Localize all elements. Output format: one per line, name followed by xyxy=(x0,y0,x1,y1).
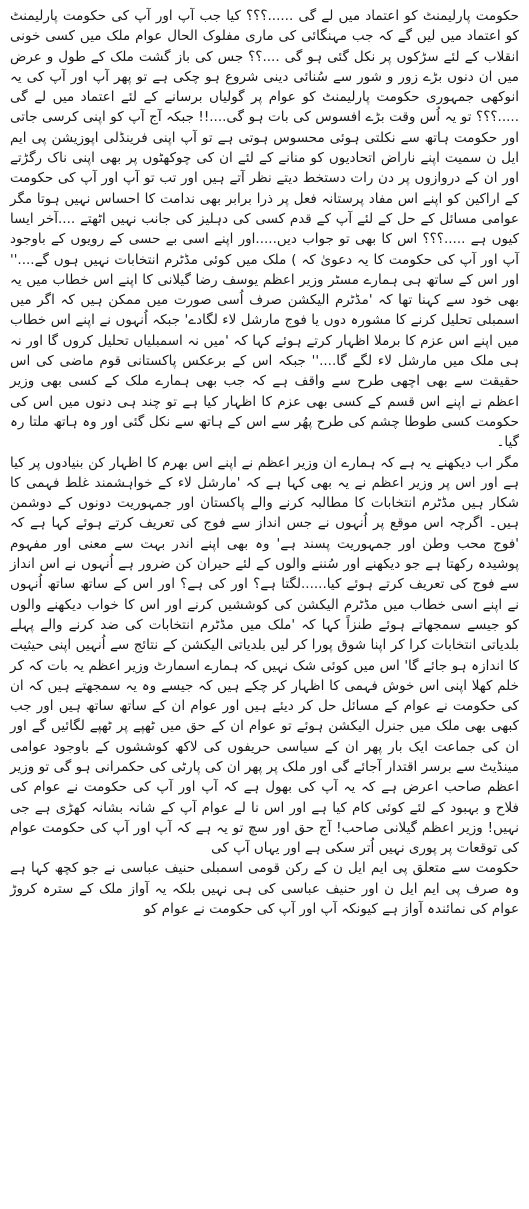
article-paragraph-2: مگر اب دیکھنے یہ ہے کہ ہمارے ان وزیر اعظم نے اپنے اس بھرم کا اظہار کن بنیادوں پر کیا ہے اور اس پر وزیر اعظم نے یہ بھی کہا ہے کہ 'مارشل لاء کے خواہشمند غلط فہمی کا شکار ہیں مڈٹرم انتخابات کا مطالبہ کرنے والے پاکستان اور جمہوریت دونوں کے دوشمن ہیں۔ اگرچہ اس موقع پر اُنہوں نے جس انداز سے فوج کی تعریف کرتے ہوئے کہا ہے کہ 'فوج محب وطن اور جمہوریت پسند ہے' وہ بھی اپنے اندر بہت سے معنی اور مفہوم پوشیدہ رکھتا ہے جو دیکھنے اور سُننے والوں کے لئے حیران کن ضرور ہے اُنہوں نے اس انداز سے فوج کی تعریف کرتے ہوئے کیا......لگتا ہے؟ اور کی ہے؟ اور اس کے ساتھ ساتھ اُنہوں نے اپنے اسی خطاب میں مڈٹرم الیکشن کی کوششیں کرنے اور اس کا خواب دیکھنے والوں کو جیسے سمجھاتے ہوئے طنزاً کہا کہ 'ملک میں مڈٹرم انتخابات کی ضد کرنے والے پہلے بلدیاتی انتخابات کرا کر اپنا شوق پورا کر لیں بلدیاتی الیکشن کے نتائج سے اُنہیں اپنی حیثیت کا اندازہ ہو جائے گا' اس میں کوئی شک نہیں کہ ہمارے اسمارٹ وزیر اعظم یہ بات کہ کر خلم کھلا اپنی اس خوش فہمی کا اظہار کر چکے ہیں کہ جیسے وہ یہ سمجھتے ہیں کہ ان کی حکومت نے عوام کے مسائل حل کر دیئے ہیں اور عوام ان کے ساتھ ساتھ ہیں اور جب کبھی بھی ملک میں جنرل الیکشن ہوئے تو عوام ان کے حق میں ٹھپے پر ٹھپے لگائیں گے اور ان کی جماعت ایک بار پھر ان کے سیاسی حریفوں کی لاکھ کوششوں کے باوجود عوامی مینڈیٹ سے برسر اقتدار آجائے گی اور ملک پر پھر ان کی پارٹی کی حکمرانی ہو گی تو وزیر اعظم صاحب اعرض ہے کہ یہ آپ کی بھول ہے کہ آپ اور آپ کی حکومت نے عوام کی فلاح و بہبود کے لئے کوئی کام کیا ہے اور اس نا لے عوام آپ کے شانہ بشانہ کھڑی ہے جی نہیں! وزیر اعظم گیلانی صاحب! آج حق اور سچ تو یہ ہے کہ آپ اور آپ کی حکومت عوام کی توقعات پر پوری نہیں اُتر سکی ہے اور یہاں آپ کی xyxy=(10,454,519,857)
article-paragraph-1: حکومت پارلیمنٹ کو اعتماد میں لے گی ......؟؟؟ کیا جب آپ اور آپ کی حکومت پارلیمنٹ کو اعتماد میں لیں گے کہ جب مہنگائی کی ماری مفلوک الحال عوام ملک میں کسی خونی انقلاب کے لئے سڑکوں پر نکل گئی ہو گی ....؟؟ جس کی باز گشت ملک کے طول و عرض میں ان دنوں بڑے زور و شور سے سُنائی دینی شروع ہو چکی ہے تو پھر آپ اور آپ کی یہ انوکھی جمہوری حکومت پارلیمنٹ کو عوام پر گولیاں برسانے کے لئے اعتماد میں لے گی .....؟؟؟ تو یہ اُس وقت بڑے افسوس کی بات ہو گی....!! جبکہ آج آپ کو اپنی کرسی جاتی اور حکومت ہاتھ سے نکلتی ہوئی محسوس ہوتی ہے تو آپ اپنی فرینڈلی اپوزیشن پی ایم ایل ن سمیت اپنے ناراض اتحادیوں کو منانے کے لئے ان کی چوکھٹوں پر بھی اپنی ناک رگڑتے اور ان کے دروازوں پر دن رات دستخط دیتے نظر آتے ہیں اور تب تو آپ اور آپ کی حکومت کے اراکین کو اپنے اس مفاد پرستانہ فعل پر ذرا برابر بھی ندامت کا احساس نہیں ہوتا مگر عوامی مسائل کے حل کے لئے آپ کے قدم کسی کی دہلیز کی جانب نہیں اٹھتے ....آخر ایسا کیوں ہے .....؟؟؟ اس کا بھی تو جواب دیں.....اور اپنے اسی بے حسی کے رویوں کے باوجود آپ اور آپ کی حکومت کا یہ دعویٰ کہ ) ملک میں کوئی مڈٹرم انتخابات نہیں ہوں گے....'' اور اس کے ساتھ ہی ہمارے مسٹر وزیر اعظم یوسف رضا گیلانی کا اپنے اس خطاب میں یہ بھی خود سے کہنا تھا کہ 'مڈٹرم الیکشن صرف اُسی صورت میں ممکن ہیں کہ اگر میں اسمبلی تحلیل کرنے کا مشورہ دوں یا فوج مارشل لاء لگادے' جبکہ اُنہوں نے اپنے اس خطاب میں اپنے اس عزم کا برملا اظہار کرتے ہوئے کہا کہ 'میں نہ اسمبلیاں تحلیل کروں گا اور نہ ہی ملک میں مارشل لاء لگے گا....'' جبکہ اس کے برعکس پاکستانی قوم ماضی کی اس حقیقت سے بھی اچھی طرح سے واقف ہے کہ جب بھی ہمارے ملک کے کسی بھی وزیر اعظم نے اپنے اس قسم کے کسی بھی عزم کا اظہار کیا ہے تو چند ہی دنوں میں اس کی حکومت کسی طوطا چشم کی طرح پھُر سے اس کے ہاتھ سے نکل گئی اور وہ ہاتھ ملتا رہ گیا۔ xyxy=(10,8,519,451)
urdu-article-column xyxy=(10,6,519,919)
article-paragraph-3: حکومت سے متعلق پی ایم ایل ن کے رکن قومی اسمبلی حنیف عباسی نے جو کچھ کہا ہے وہ صرف پی ایم ایل ن اور حنیف عباسی کی ہی نہیں بلکہ یہ آواز ملک کے سترہ کروڑ عوام کی نمائندہ آواز ہے کیونکہ آپ اور آپ کی حکومت نے عوام کو xyxy=(10,860,519,918)
